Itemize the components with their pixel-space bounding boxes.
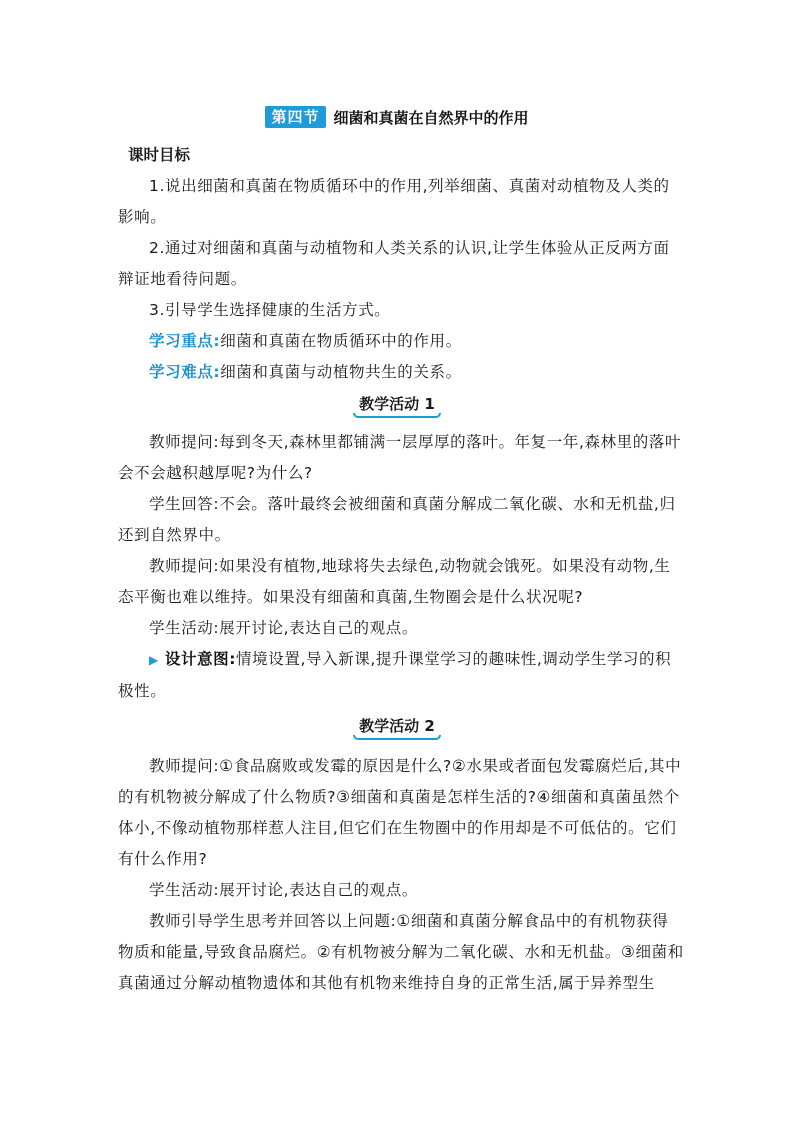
activity-1-paragraph-4: 学生活动:展开讨论,表达自己的观点。 bbox=[149, 619, 418, 637]
triangle-bullet-icon: ▶ bbox=[149, 653, 159, 667]
activity-1-paragraph-3: 教师提问:如果没有植物,地球将失去绿色,动物就会饿死。如果没有动物,生态平衡也难以维持。如果没有细菌和真菌,生物圈会是什么状况呢? bbox=[118, 557, 671, 606]
difficult-point-text: 细菌和真菌与动植物共生的关系。 bbox=[220, 363, 462, 381]
activity-1-paragraph-1: 教师提问:每到冬天,森林里都铺满一层厚厚的落叶。年复一年,森林里的落叶会不会越积越厚呢?为什么? bbox=[118, 433, 682, 482]
activity-1-heading bbox=[0, 394, 794, 418]
key-point-text: 细菌和真菌在物质循环中的作用。 bbox=[220, 332, 462, 350]
design-intent-label: 设计意图: bbox=[164, 650, 237, 668]
key-point bbox=[118, 326, 684, 357]
key-point-label: 学习重点: bbox=[149, 332, 221, 350]
activity-2-paragraph-2: 学生活动:展开讨论,表达自己的观点。 bbox=[149, 881, 418, 899]
objective-3: 3.引导学生选择健康的生活方式。 bbox=[149, 301, 391, 319]
section-header bbox=[0, 106, 794, 128]
activity-2-heading bbox=[0, 716, 794, 740]
activity-2-paragraph-3: 教师引导学生思考并回答以上问题:①细菌和真菌分解食品中的有机物获得物质和能量,导致食品腐烂。②有机物被分解为二氧化碳、水和无机盐。③细菌和真菌通过分解动植物遗体和其他有机物来维持自身的正常生活,属于异养型生 bbox=[118, 912, 684, 992]
activity-1-title: 教学活动 1 bbox=[353, 394, 441, 418]
objective-2: 2.通过对细菌和真菌与动植物和人类关系的认识,让学生体验从正反两方面辩证地看待问题。 bbox=[118, 239, 670, 288]
section-title: 细菌和真菌在自然界中的作用 bbox=[333, 108, 529, 127]
objectives-heading: 课时目标 bbox=[128, 146, 191, 164]
difficult-point bbox=[118, 357, 684, 388]
design-intent bbox=[118, 644, 684, 707]
activity-2-title: 教学活动 2 bbox=[353, 716, 441, 740]
objective-1: 1.说出细菌和真菌在物质循环中的作用,列举细菌、真菌对动植物及人类的影响。 bbox=[118, 177, 670, 226]
activity-2-paragraph-1: 教师提问:①食品腐败或发霉的原因是什么?②水果或者面包发霉腐烂后,其中的有机物被分解成了什么物质?③细菌和真菌是怎样生活的?④细菌和真菌虽然个体小,不像动植物那样惹人注目,但它们在生物圈中的作用却是不可低估的。它们有什么作用? bbox=[118, 757, 682, 868]
design-intent-text: 情境设置,导入新课,提升课堂学习的趣味性,调动学生学习的积极性。 bbox=[118, 650, 672, 700]
section-badge: 第四节 bbox=[265, 106, 325, 128]
activity-1-paragraph-2: 学生回答:不会。落叶最终会被细菌和真菌分解成二氧化碳、水和无机盐,归还到自然界中。 bbox=[118, 495, 676, 544]
difficult-point-label: 学习难点: bbox=[149, 363, 221, 381]
